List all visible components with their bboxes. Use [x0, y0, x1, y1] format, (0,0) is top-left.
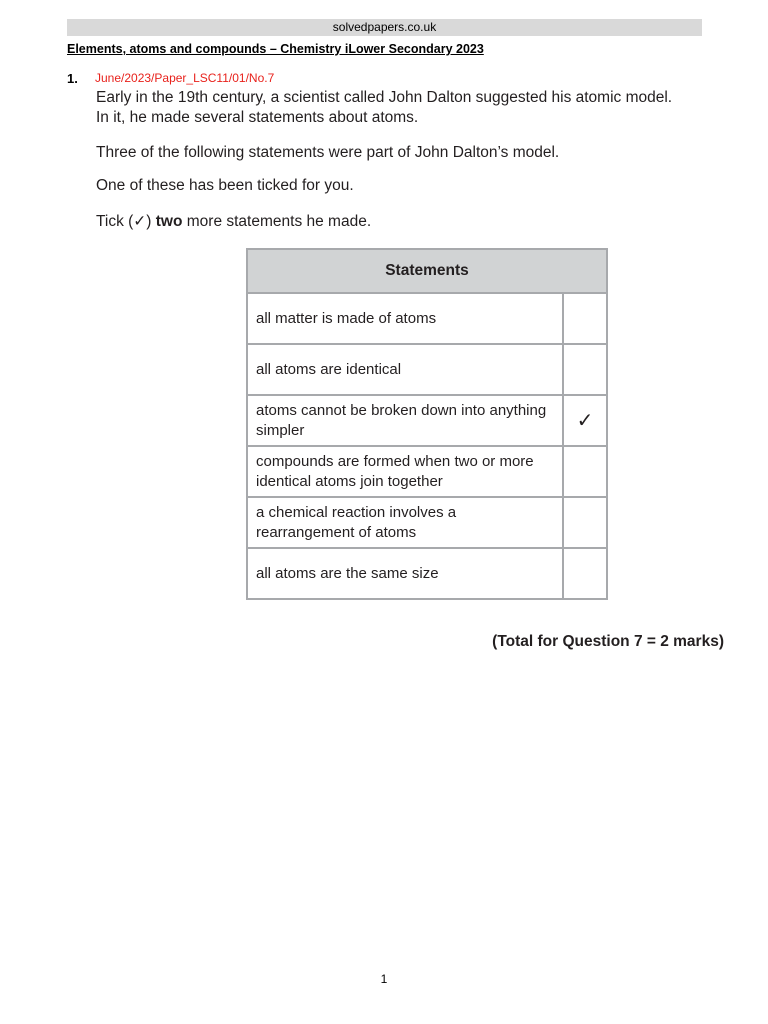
question-number: 1. [67, 71, 78, 86]
table-row [247, 344, 607, 395]
statements-table [246, 248, 608, 600]
table-row [247, 548, 607, 599]
statement-text: compounds are formed when two or more identical atoms join together [247, 446, 563, 497]
statement-text: all atoms are the same size [247, 548, 563, 599]
tick-box[interactable]: ✓ [563, 395, 607, 446]
question-instruction [96, 212, 371, 231]
statement-text: a chemical reaction involves a rearrangement of atoms [247, 497, 563, 548]
table-row [247, 395, 607, 446]
instruction-prefix: Tick (✓) [96, 213, 156, 230]
table-row [247, 446, 607, 497]
statement-text: atoms cannot be broken down into anything simpler [247, 395, 563, 446]
table-row [247, 497, 607, 548]
tick-box[interactable] [563, 293, 607, 344]
statement-text: all matter is made of atoms [247, 293, 563, 344]
table-header: Statements [247, 249, 607, 293]
question-line-1: Early in the 19th century, a scientist called John Dalton suggested his atomic model. [96, 89, 673, 106]
question-reference: June/2023/Paper_LSC11/01/No.7 [95, 71, 275, 85]
question-line-2: In it, he made several statements about atoms. [96, 109, 419, 126]
instruction-bold: two [155, 213, 183, 230]
tick-box[interactable] [563, 446, 607, 497]
total-marks: (Total for Question 7 = 2 marks) [492, 633, 724, 650]
tick-box[interactable] [563, 344, 607, 395]
question-line-3: Three of the following statements were part of John Dalton’s model. [96, 144, 560, 161]
instruction-suffix: more statements he made. [182, 213, 372, 230]
page-heading: Elements, atoms and compounds – Chemistry iLower Secondary 2023 [67, 42, 484, 56]
tick-box[interactable] [563, 497, 607, 548]
question-line-4: One of these has been ticked for you. [96, 177, 354, 194]
statement-text: all atoms are identical [247, 344, 563, 395]
table-row [247, 293, 607, 344]
tick-box[interactable] [563, 548, 607, 599]
site-banner: solvedpapers.co.uk [67, 19, 702, 36]
page-number: 1 [380, 972, 388, 986]
